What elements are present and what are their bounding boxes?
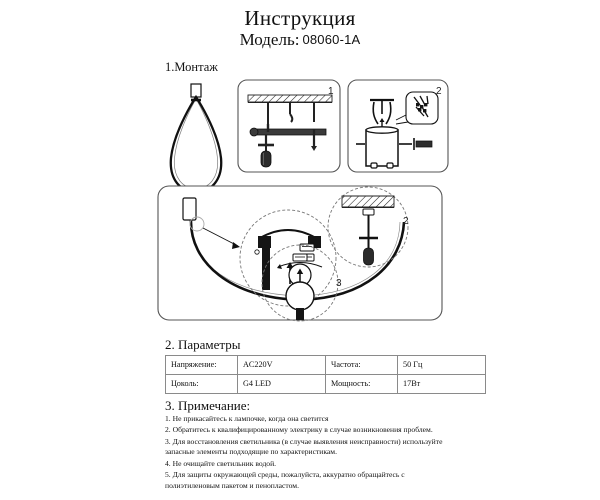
param-value-frequency: 50 Гц: [398, 356, 486, 375]
mounting-figures: [150, 72, 450, 322]
param-value-power: 17Вт: [398, 375, 486, 394]
model-line: [0, 30, 600, 50]
lamp-teardrop-illustration: [171, 84, 221, 192]
param-label-voltage: Напряжение:: [166, 356, 238, 375]
figure-panel-assembly: [158, 186, 442, 321]
figure-panel-1: [238, 80, 340, 172]
panel-2-number: 2: [436, 86, 442, 97]
model-value: 08060-1A: [302, 32, 361, 47]
section-heading-notes: 3. Примечание:: [165, 398, 251, 413]
note-item: 5. Для защиты окружающей среды, пожалуйста, аккуратно обращайтесь с полиэтиленовым пакетом и пенопластом.: [165, 469, 405, 490]
param-label-socket: Цоколь:: [166, 375, 238, 394]
model-label: Модель:: [239, 30, 300, 49]
param-value-socket: G4 LED: [238, 375, 326, 394]
note-item: 2. Обратитесь к квалифицированному электрику в случае возникновения проблем.: [165, 425, 433, 435]
param-label-power: Мощность:: [326, 375, 398, 394]
section-heading-parameters: 2. Параметры: [165, 337, 241, 352]
figure-panel-2: [348, 80, 448, 172]
param-label-frequency: Частота:: [326, 356, 398, 375]
parameters-table: [165, 355, 486, 394]
param-value-voltage: AC220V: [238, 356, 326, 375]
panel-1-number: 1: [328, 86, 334, 97]
detail-3-number: 3: [336, 278, 342, 289]
note-item: 1. Не прикасайтесь к лампочке, когда она светится: [165, 414, 329, 423]
table-row: [166, 356, 486, 375]
note-item: 4. Не очищайте светильник водой.: [165, 458, 277, 468]
page-title: Инструкция: [244, 6, 356, 30]
section-heading-mounting: 1.Монтаж: [165, 60, 218, 74]
notes-list: [165, 414, 447, 492]
table-row: [166, 375, 486, 394]
detail-2-number: 2: [403, 216, 409, 227]
note-item: 3. Для восстановления светильника (в случае выявления неисправности) используйте запасные элементы подходящие по характеристикам.: [165, 436, 443, 457]
